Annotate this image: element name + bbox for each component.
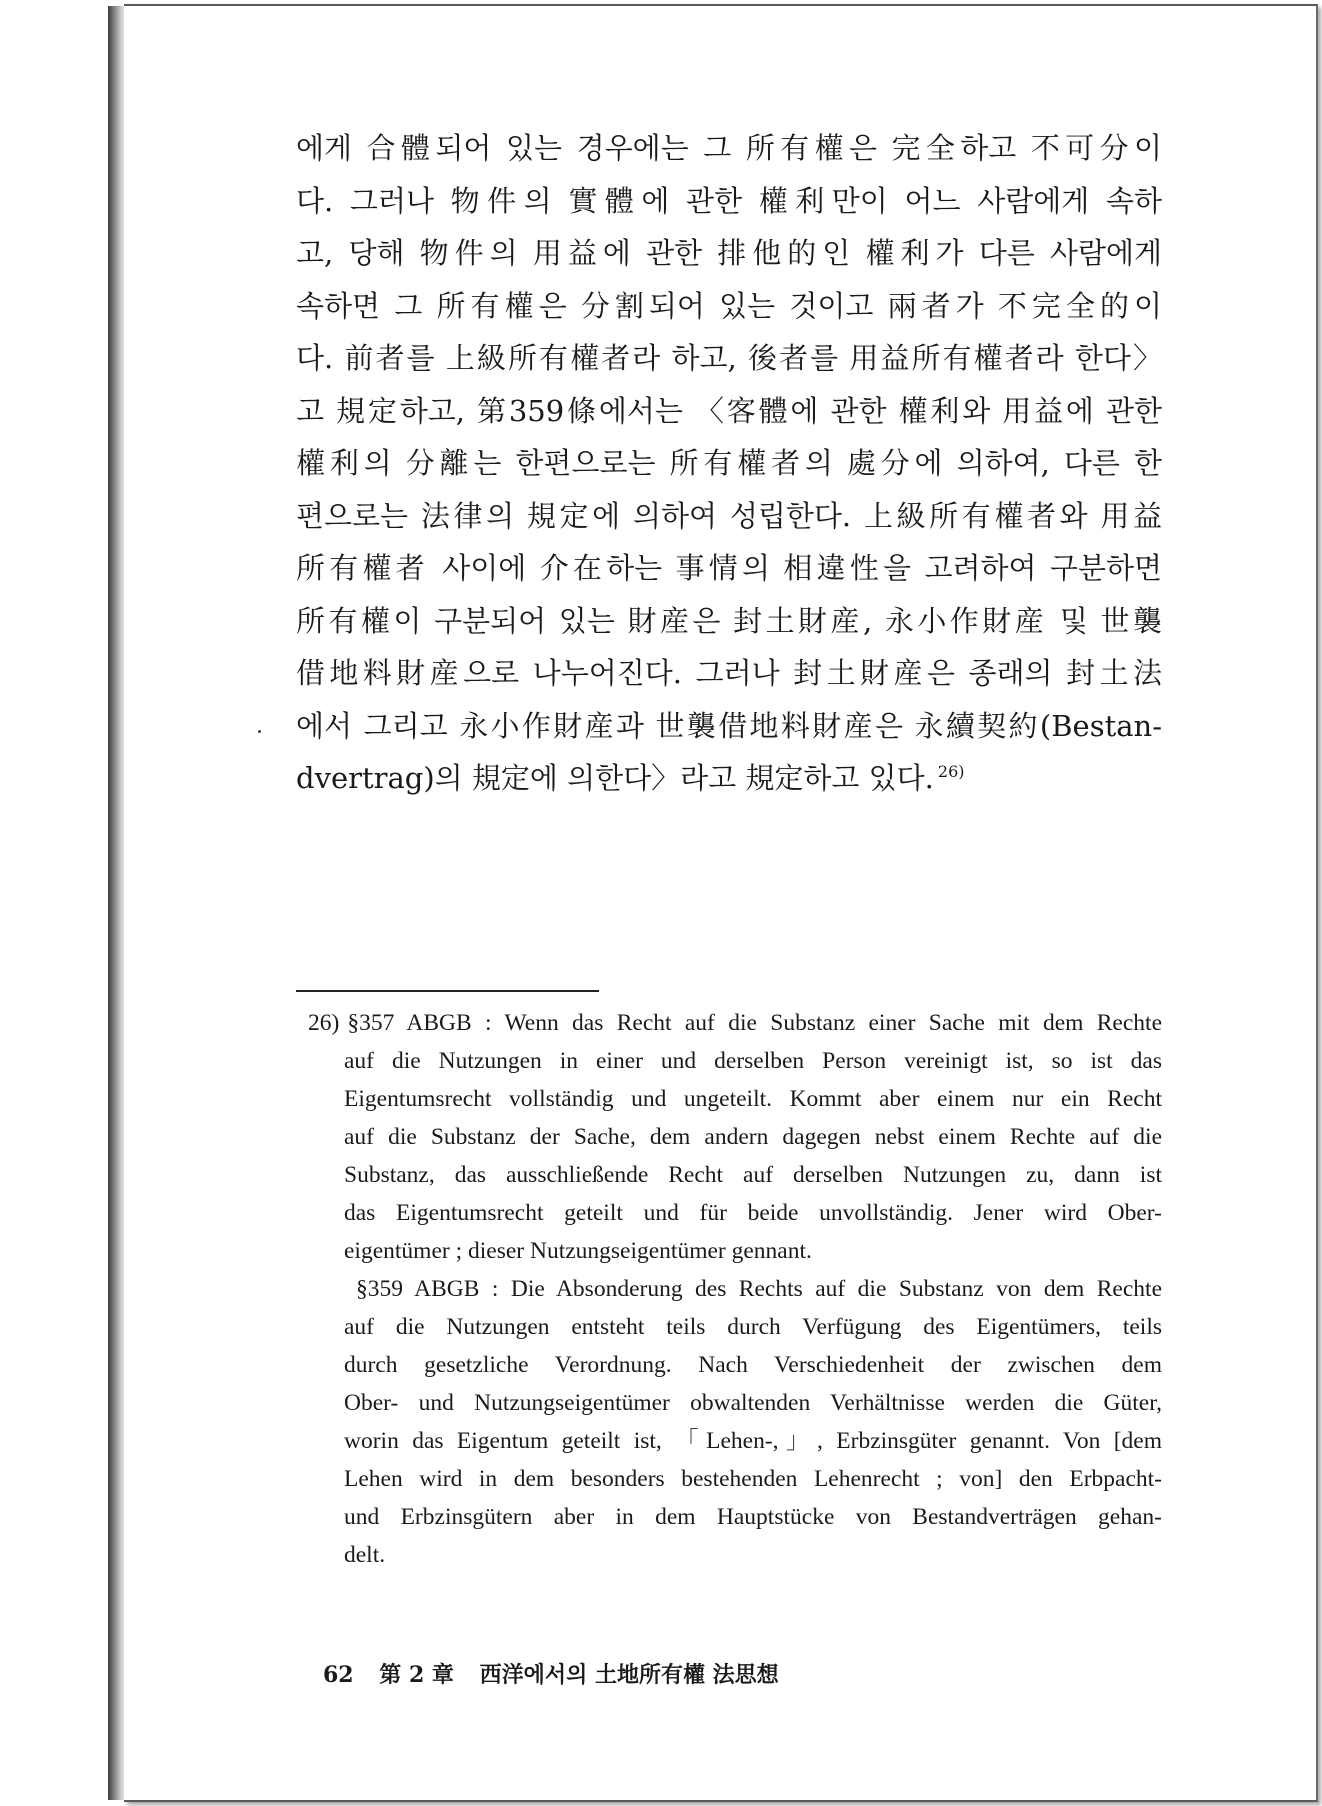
footnote-line: eigentümer ; dieser Nutzungseigentümer gennant. — [344, 1238, 812, 1264]
footnote-line: Substanz, das ausschließende Recht auf derselben Nutzungen zu, dann ist — [344, 1162, 1162, 1188]
footnote-line: durch gesetzliche Verordnung. Nach Verschiedenheit der zwischen dem — [344, 1352, 1162, 1378]
footnote-line: auf die Nutzungen entsteht teils durch Verfügung des Eigentümers, teils — [344, 1314, 1162, 1340]
footnote-line: und Erbzinsgütern aber in dem Hauptstücke von Bestandverträgen gehan- — [344, 1504, 1162, 1530]
body-line-text: dvertrag)의 規定에 의한다〉라고 規定하고 있다. — [296, 761, 934, 795]
body-line: 所有權이 구분되어 있는 財産은 封土財産, 永小作財産 및 世襲 — [296, 603, 1162, 638]
chapter-label: 第 2 章 — [379, 1662, 454, 1688]
footnote-label: 26) — [308, 1010, 340, 1036]
body-line-last — [296, 752, 1162, 805]
body-line: 고, 당해 物件의 用益에 관한 排他的인 權利가 다른 사람에게 — [296, 236, 1162, 270]
footnote-line: worin das Eigentum geteilt ist, 「Lehen-,」, Erbzinsgüter genannt. Von [dem — [344, 1428, 1162, 1454]
footnote-line: Ober- und Nutzungseigentümer obwaltenden Verhältnisse werden die Güter, — [344, 1390, 1162, 1416]
footnote-line: auf die Nutzungen in einer und derselben Person vereinigt ist, so ist das — [344, 1048, 1162, 1074]
body-line: 所有權者 사이에 介在하는 事情의 相違性을 고려하여 구분하면 — [296, 551, 1162, 585]
scan-speck — [258, 730, 261, 733]
footnotes — [296, 1004, 1162, 1574]
footnote-text: §357 ABGB : Wenn das Recht auf die Substanz einer Sache mit dem Rechte — [347, 1010, 1162, 1036]
running-title: 西洋에서의 土地所有權 法思想 — [479, 1662, 779, 1688]
body-text — [296, 122, 1162, 805]
page-number: 62 — [323, 1662, 354, 1688]
body-line: 다. 前者를 上級所有權者라 하고, 後者를 用益所有權者라 한다〉 — [296, 341, 1162, 375]
footnote-line: §359 ABGB : Die Absonderung des Rechts auf die Substanz von dem Rechte — [356, 1276, 1162, 1302]
body-line: 편으로는 法律의 規定에 의하여 성립한다. 上級所有權者와 用益 — [296, 498, 1162, 533]
body-line: 고 規定하고, 第359條에서는 〈客體에 관한 權利와 用益에 관한 — [296, 393, 1162, 428]
footnote-separator — [296, 990, 599, 992]
body-line: 에서 그리고 永小作財産과 世襲借地料財産은 永續契約(Bestan- — [296, 708, 1162, 743]
body-line: 에게 合體되어 있는 경우에는 그 所有權은 完全하고 不可分이 — [296, 131, 1162, 165]
page-footer — [323, 1658, 797, 1689]
body-line: 속하면 그 所有權은 分割되어 있는 것이고 兩者가 不完全的이 — [296, 288, 1162, 323]
body-line: 權利의 分離는 한편으로는 所有權者의 處分에 의하여, 다른 한 — [296, 446, 1162, 480]
footnote-line: das Eigentumsrecht geteilt und für beide unvollständig. Jener wird Ober- — [344, 1200, 1162, 1226]
footnote-line — [296, 1004, 1162, 1042]
body-line: 借地料財産으로 나누어진다. 그러나 封土財産은 종래의 封土法 — [296, 656, 1162, 690]
footnote-reference[interactable]: 26) — [937, 762, 965, 782]
footnote-line: delt. — [344, 1542, 386, 1568]
footnote-line: Lehen wird in dem besonders bestehenden Lehenrecht ; von] den Erbpacht- — [344, 1466, 1162, 1492]
footnote-line: Eigentumsrecht vollständig und ungeteilt. Kommt aber einem nur ein Recht — [344, 1086, 1162, 1112]
footnote-line: auf die Substanz der Sache, dem andern dagegen nebst einem Rechte auf die — [344, 1124, 1162, 1150]
body-line: 다. 그러나 物件의 實體에 관한 權利만이 어느 사람에게 속하 — [296, 183, 1162, 218]
